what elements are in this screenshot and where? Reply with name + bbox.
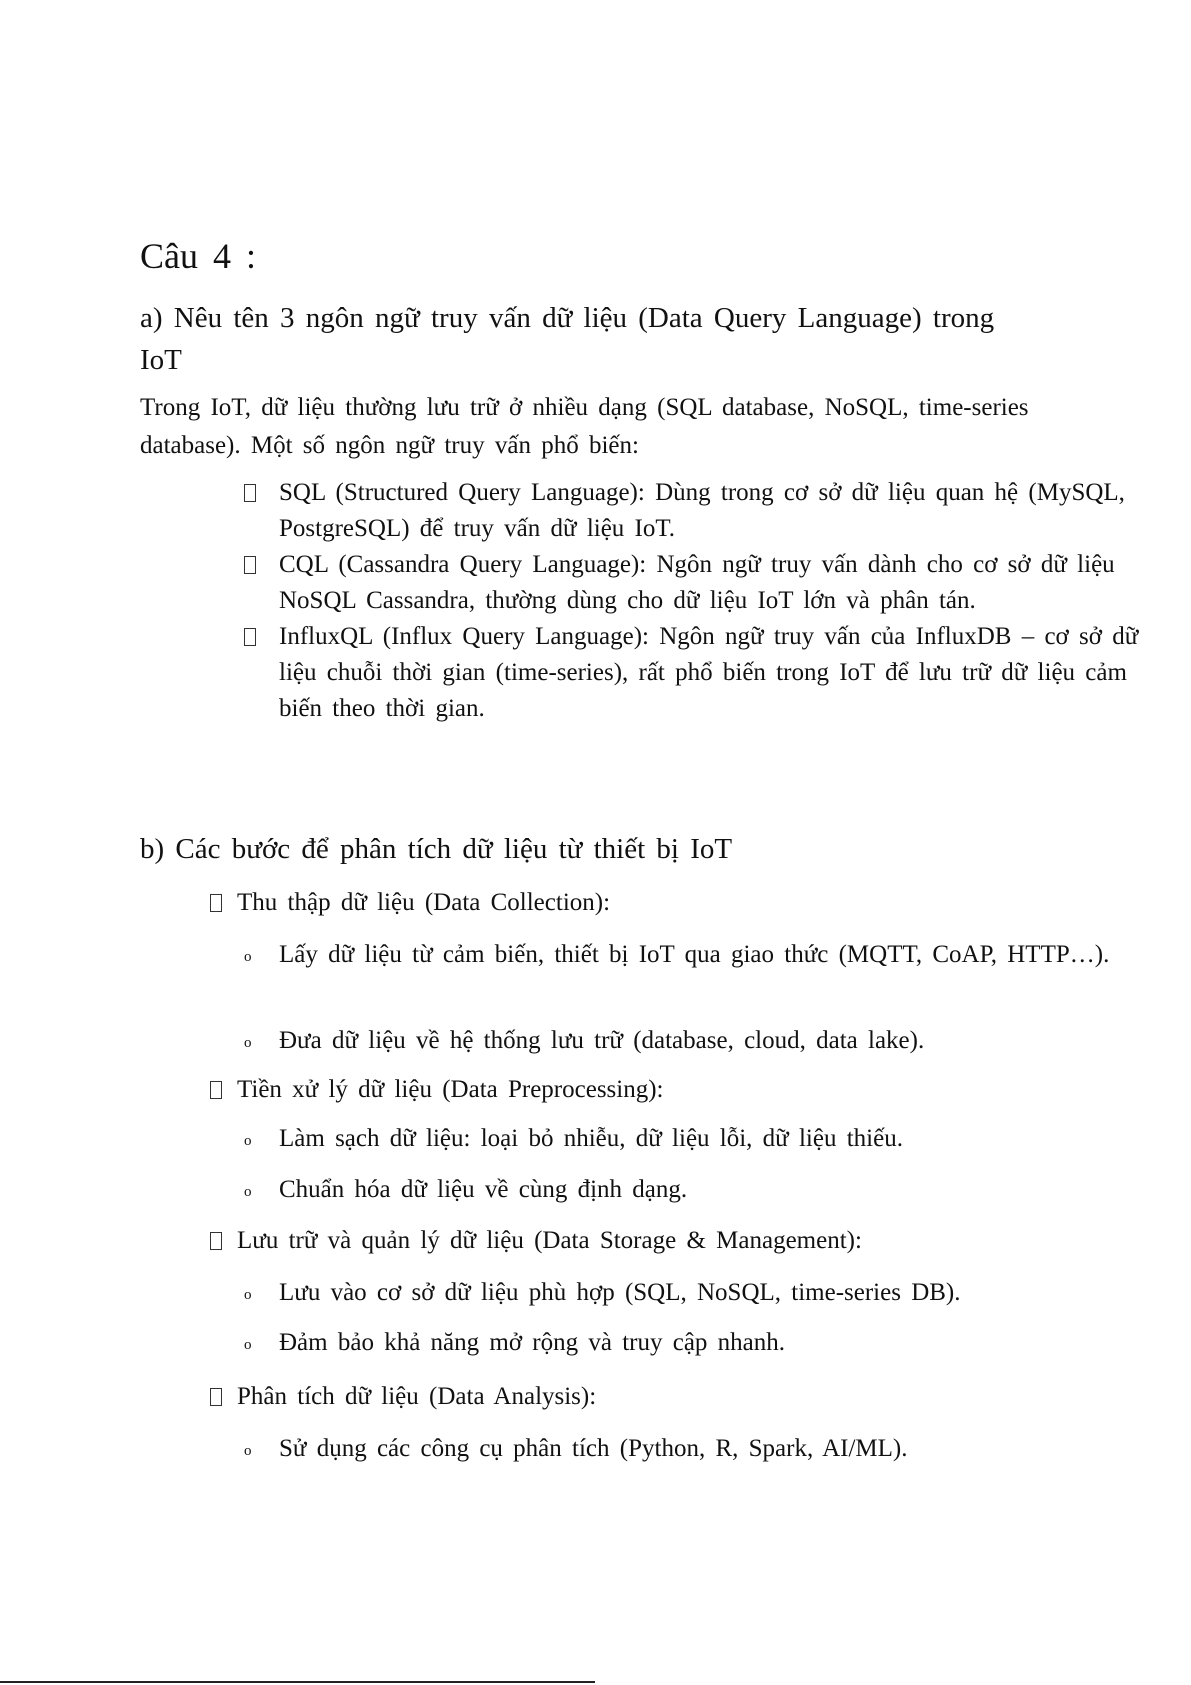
sub-step-text: Đưa dữ liệu về hệ thống lưu trữ (database, cloud, data lake). [279,1027,925,1054]
step-title [210,885,1110,921]
circle-bullet-icon: o [244,949,252,965]
list-item-text: InfluxQL (Influx Query Language): Ngôn ngữ truy vấn của InfluxDB – cơ sở dữ liệu chuỗi thời gian (time-series), rất phổ biến trong IoT để lưu trữ dữ liệu cảm biến theo thời gian. [279,623,1139,722]
sub-step [244,1172,1114,1208]
circle-bullet-icon: o [244,1184,252,1200]
square-bullet-icon [210,1081,222,1099]
list-item-text: CQL (Cassandra Query Language): Ngôn ngữ truy vấn dành cho cơ sở dữ liệu NoSQL Cassandra, thường dùng cho dữ liệu IoT lớn và phân tán. [279,551,1115,614]
step-title-text: Lưu trữ và quản lý dữ liệu (Data Storage & Management): [237,1227,862,1254]
sub-step [244,1023,1114,1059]
sub-step-text: Lưu vào cơ sở dữ liệu phù hợp (SQL, NoSQL, time-series DB). [279,1279,961,1306]
list-item [244,619,1144,727]
sub-step-text: Làm sạch dữ liệu: loại bỏ nhiễu, dữ liệu lỗi, dữ liệu thiếu. [279,1125,903,1152]
sub-step [244,937,1114,973]
step-heading [210,1379,1110,1415]
step-heading [210,885,1110,921]
step-title [210,1072,1110,1108]
sub-step-text: Lấy dữ liệu từ cảm biến, thiết bị IoT qua giao thức (MQTT, CoAP, HTTP…). [279,941,1110,968]
square-bullet-icon [210,1388,222,1406]
footer-divider [0,1681,595,1683]
step-title-text: Tiền xử lý dữ liệu (Data Preprocessing): [237,1076,664,1103]
list-item [244,475,1144,547]
list-item-text: SQL (Structured Query Language): Dùng trong cơ sở dữ liệu quan hệ (MySQL, PostgreSQL) để truy vấn dữ liệu IoT. [279,479,1125,542]
part-a-title: a) Nêu tên 3 ngôn ngữ truy vấn dữ liệu (Data Query Language) trong IoT [140,302,995,376]
part-b-title: b) Các bước để phân tích dữ liệu từ thiết bị IoT [140,833,733,865]
question-heading: Câu 4 : [140,236,256,276]
step-title [210,1223,1110,1259]
square-bullet-icon [244,556,256,574]
step-heading [210,1072,1110,1108]
square-bullet-icon [210,1232,222,1250]
step-title-text: Phân tích dữ liệu (Data Analysis): [237,1383,597,1410]
sub-step-text: Sử dụng các công cụ phân tích (Python, R, Spark, AI/ML). [279,1435,908,1462]
part-a-intro: Trong IoT, dữ liệu thường lưu trữ ở nhiều dạng (SQL database, NoSQL, time-series database). Một số ngôn ngữ truy vấn phổ biến: [140,394,1029,459]
step-title-text: Thu thập dữ liệu (Data Collection): [237,889,611,916]
step-heading [210,1223,1110,1259]
circle-bullet-icon: o [244,1287,252,1303]
list-item [244,547,1144,619]
square-bullet-icon [210,894,222,912]
circle-bullet-icon: o [244,1337,252,1353]
circle-bullet-icon: o [244,1443,252,1459]
sub-step-text: Chuẩn hóa dữ liệu về cùng định dạng. [279,1176,688,1203]
step-title [210,1379,1110,1415]
sub-step-text: Đảm bảo khả năng mở rộng và truy cập nhanh. [279,1329,786,1356]
circle-bullet-icon: o [244,1133,252,1149]
sub-step [244,1121,1114,1157]
square-bullet-icon [244,484,256,502]
query-language-list [244,475,1144,727]
sub-step [244,1431,1114,1467]
sub-step [244,1325,1114,1361]
circle-bullet-icon: o [244,1035,252,1051]
square-bullet-icon [244,628,256,646]
sub-step [244,1275,1114,1311]
